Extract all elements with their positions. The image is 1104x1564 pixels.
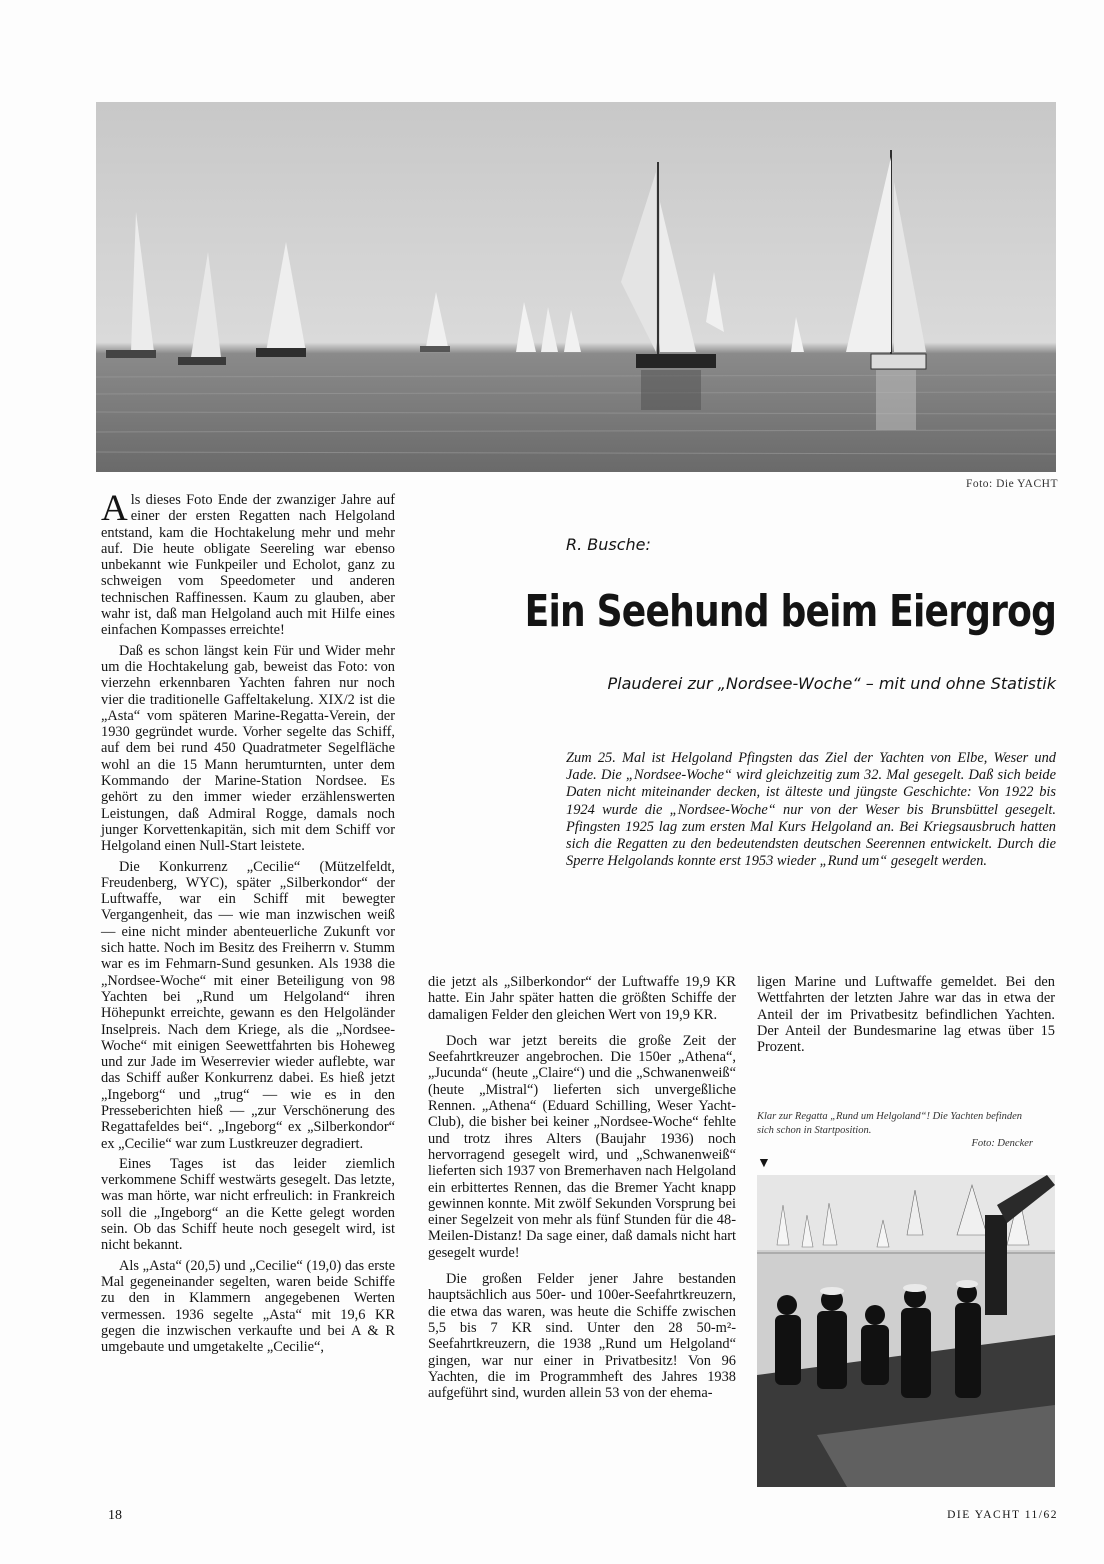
article-column-1	[101, 488, 395, 1359]
caption-arrow-icon: ▼	[757, 1156, 771, 1171]
regatta-photo-top-image	[96, 102, 1056, 472]
col2-paragraph-2: Doch war jetzt bereits die große Zeit der Seefahrtkreuzer angebrochen. Die 150er „Athena“, „Jucunda“ (heute „Claire“) und die „Schwanenweiß“ (heute „Mistral“) lieferten sich unvergeßliche Rennen. „Athena“ (Eduard Schilling, Weser Yacht-Club), die bisher bei keiner „Nordsee-Woche“ fehlte und trotz ihres Alters (Baujahr 1936) noch hervorragend gesegelt wird, und „Schwanenweiß“ lieferten sich 1937 von Bremerhaven nach Helgoland ein erbittertes Rennen, das die Bremer Yacht knapp gewinnen konnte. Mit zwölf Sekunden Vorsprung bei einer Segelzeit von mehr als fünf Stunden für die 48-Meilen-Distanz! Da sage einer, daß damals nicht hart gesegelt wurde!	[428, 1032, 736, 1261]
photo-credit-top: Foto: Die YACHT	[965, 478, 1058, 490]
col1-paragraph-1: Als dieses Foto Ende der zwanziger Jahre auf einer der ersten Regatten nach Helgoland entstand, kam die Hochtakelung mehr und mehr auf. Die heute obligate Seereling war ebenso unbekannt wie Funkpeiler und Echolot, ganz zu schweigen vom Speedometer und anderen technischen Raffinessen. Kaum zu glauben, aber wahr ist, daß man Helgoland auch mit Hilfe eines einfachen Kompasses erreichte!	[101, 488, 395, 639]
regatta-photo-bottom	[757, 1175, 1055, 1487]
caption-credit: Foto: Dencker	[971, 1138, 1033, 1149]
photo-caption	[757, 1110, 1033, 1151]
article-headline: Ein Seehund beim Eiergrog	[524, 586, 1056, 637]
magazine-issue: DIE YACHT 11/62	[947, 1509, 1058, 1521]
author-byline: R. Busche:	[566, 535, 651, 554]
caption-text: Klar zur Regatta „Rund um Helgoland“! Die Yachten befinden sich schon in Startposition.	[757, 1111, 1023, 1136]
article-intro: Zum 25. Mal ist Helgoland Pfingsten das Ziel der Yachten von Elbe, Weser und Jade. Die „Nordsee-Woche“ wird gleichzeitig zum 32. Mal gesegelt. Daß sich beide Daten nicht miteinander decken, ist älteste und jüngste Geschichte: Von 1922 bis 1924 wurde die „Nordsee-Woche“ nur von der Weser bis Brunsbüttel gesegelt. Pfingsten 1925 lag zum ersten Mal Kurs Helgoland an. Bei Kriegsausbruch hatten sich die Regatten zu den bedeutendsten deutschen Seerennen entwickelt. Durch die Sperre Helgolands konnte erst 1953 wieder „Rund um“ gesegelt werden.	[566, 750, 1056, 870]
col1-paragraph-5: Als „Asta“ (20,5) und „Cecilie“ (19,0) das erste Mal gegeneinander segelten, waren beide Schiffe zu den in Klammern angegebenen Werten vermessen. 1936 segelte „Asta“ mit 19,6 KR gegen die inzwischen verkaufte und bei A & R umgebaute und umgetakelte „Cecilie“,	[101, 1257, 395, 1356]
regatta-photo-top	[96, 102, 1056, 472]
col1-paragraph-4: Eines Tages ist das leider ziemlich verkommene Schiff westwärts gesegelt. Das letzte, was man hörte, war nicht erfreulich: in Frankreich soll die „Ingeborg“ an die Kette gelegt worden sein. Ob das Schiff heute noch gesegelt wird, ist nicht bekannt.	[101, 1155, 395, 1254]
article-subheadline: Plauderei zur „Nordsee-Woche“ – mit und ohne Statistik	[607, 674, 1056, 693]
col2-paragraph-3: Die großen Felder jener Jahre bestanden hauptsächlich aus 50er- und 100er-Seefahrtkreuzern, die etwa das waren, was heute die Schiffe zwischen 5,5 bis 7 KR sind. Unter den 28 50-m²-Seefahrtkreuzern, die 1938 „Rund um Helgoland“ gingen, war nur einer in Privatbesitz! Von 96 Yachten, die im Programmheft des Jahres 1938 aufgeführt sind, wurden allein 53 von der ehema-	[428, 1271, 736, 1402]
article-column-2	[428, 974, 736, 1405]
page-number: 18	[108, 1508, 122, 1523]
drop-cap: A	[101, 488, 128, 529]
col1-paragraph-3: Die Konkurrenz „Cecilie“ (Mützelfeldt, Freudenberg, WYC), später „Silberkondor“ der Luftwaffe, war ein Schiff mit bewegter Vergangenheit, das — wie man inzwischen weiß — eine nicht minder abenteuerliche Zukunft vor sich hatte. Noch im Besitz des Freiherrn v. Stumm war es im Fehmarn-Sund gesunken. Als 1938 die „Nordsee-Woche“ mit einer Beteiligung von 98 Yachten bei „Rund um Helgoland“ ihren Höhepunkt erreichte, gewann es den Helgoländer Inselpreis. Nach dem Kriege, als die „Nordsee-Woche“ mit einigen Seewettfahrten bis Hoheweg und zur Jade im Weserrevier wieder auflebte, war das Schiff außer Konkurrenz dabei. Es hieß jetzt „Ingeborg“ und „trug“ — wie es in den Presseberichten hieß — „zur Verschönerung des Regattafeldes bei“. „Ingeborg“ ex „Silberkondor“ ex „Cecilie“ war zum Lustkreuzer degradiert.	[101, 858, 395, 1152]
col1-paragraph-2: Daß es schon längst kein Für und Wider mehr um die Hochtakelung gab, beweist das Foto: von vierzehn erkennbaren Yachten fahren nur noch vier die traditionelle Gaffeltakelung. XIX/2 ist die „Asta“ vom späteren Marine-Regatta-Verein, der 1930 gegründet wurde. Vorher segelte das Schiff, auf dem bei rund 450 Quadratmeter Segelfläche wohl an die 15 Mann herumturnten, unter dem Kommando der Marine-Station Nordsee. Es gehört zu den immer wieder erzählenswerten Leistungen, daß Admiral Rogge, damals noch junger Korvettenkapitän, sich mit dem Schiff vor Helgoland einen Null-Start leistete.	[101, 642, 395, 855]
col3-paragraph-1: ligen Marine und Luftwaffe gemeldet. Bei den Wettfahrten der letzten Jahre war das in etwa der Anteil der im Privatbesitz befindlichen Yachten. Der Anteil der Bundesmarine lag etwas über 15 Prozent.	[757, 974, 1055, 1056]
col2-paragraph-1: die jetzt als „Silberkondor“ der Luftwaffe 19,9 KR hatte. Ein Jahr später hatten die größten Schiffe der damaligen Felder den gleichen Wert von 19,9 KR.	[428, 974, 736, 1023]
article-column-3	[757, 974, 1055, 1059]
regatta-photo-bottom-image	[757, 1175, 1055, 1487]
